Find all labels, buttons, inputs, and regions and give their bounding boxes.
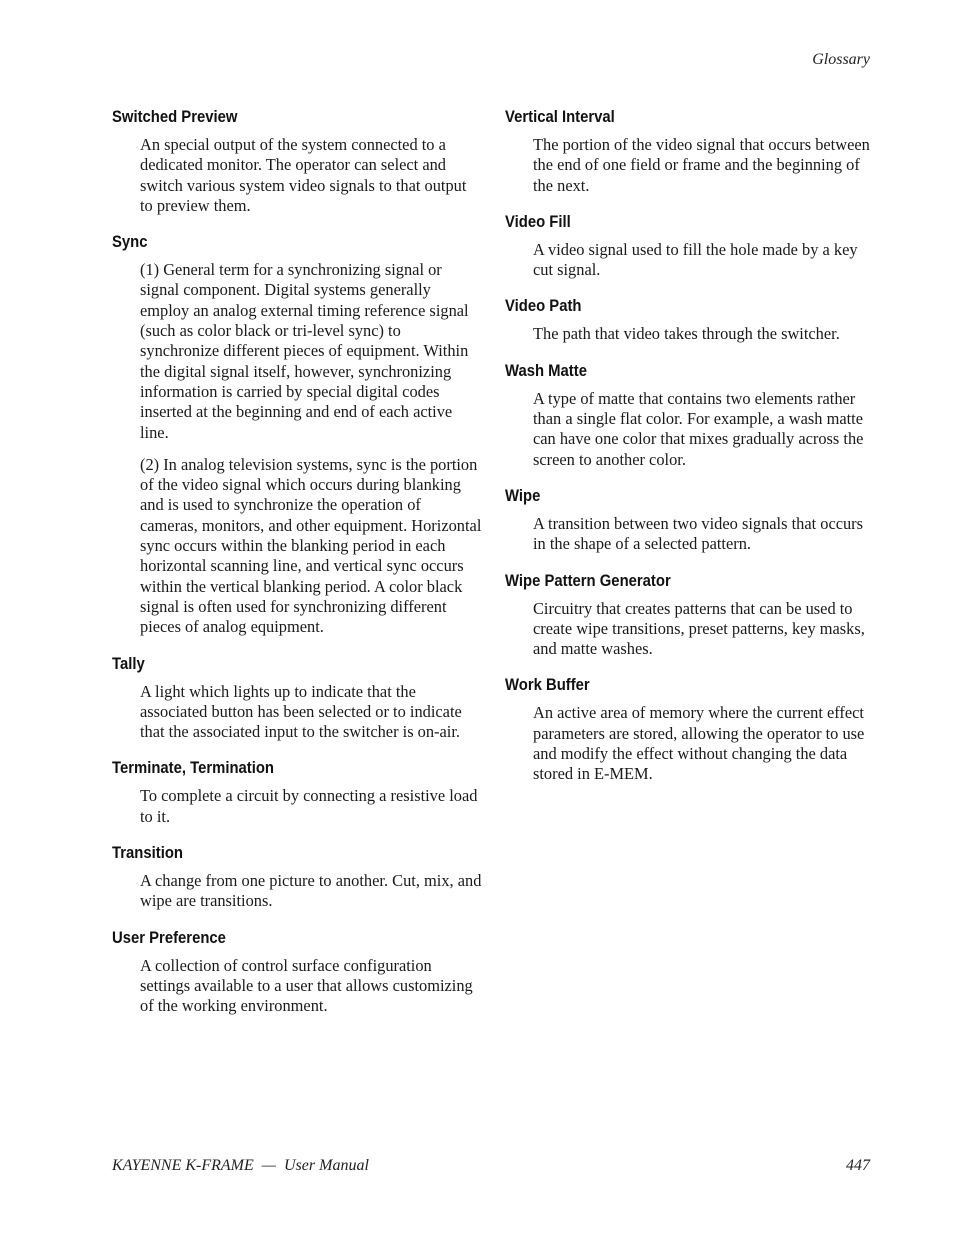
term-definition: An special output of the system connected to a dedicated monitor. The operator can select and switch various system video signals to that output to preview them. [140, 135, 467, 215]
glossary-left-column [112, 105, 482, 1031]
glossary-right-column [505, 105, 875, 799]
page-number: 447 [846, 1157, 870, 1174]
term-definition: (2) In analog television systems, sync is the portion of the video signal which occurs during blanking and is used to synchronize the operation of cameras, monitors, and other equipment. Horizontal sync occurs within the blanking period in each horizontal scanning line, and vertical sync occurs within the vertical blanking period. A color black signal is often used for synchronizing different pieces of analog equipment. [140, 454, 482, 637]
term-heading: Wipe Pattern Generator [505, 571, 671, 590]
glossary-entry-user-preference [112, 926, 482, 1017]
term-definition: A change from one picture to another. Cut, mix, and wipe are transitions. [140, 871, 482, 911]
term-heading: Switched Preview [112, 108, 238, 126]
term-heading: Terminate, Termination [112, 759, 275, 778]
glossary-entry-termination [112, 756, 482, 827]
term-heading: Transition [112, 844, 183, 863]
term-definition: A video signal used to fill the hole made by a key cut signal. [533, 239, 858, 280]
glossary-entry-video-path [505, 294, 875, 344]
term-definition: (1) General term for a synchronizing signal or signal component. Digital systems generally employ an analog external timing reference signal (such as color black or tri-level sync) to synchronize different pieces of equipment. Within the digital signal itself, however, synchronizing information is carried by special digital codes inserted at the beginning and end of each active line. [140, 260, 469, 442]
term-heading: Tally [112, 654, 145, 673]
term-heading: Video Path [505, 297, 582, 316]
glossary-entry-sync [112, 230, 482, 637]
running-head: Glossary [812, 51, 870, 68]
glossary-entry-wipe [505, 484, 875, 555]
term-definition: A type of matte that contains two elements rather than a single flat color. For example, a wash matte can have one color that mixes gradually across the screen to another color. [533, 388, 864, 469]
term-definition: A transition between two video signals that occurs in the shape of a selected pattern. [533, 513, 864, 554]
glossary-entry-wipe-pattern-generator [505, 569, 875, 660]
term-definition: An active area of memory where the current effect parameters are stored, allowing the operator to use and modify the effect without changing the data stored in E-MEM. [533, 703, 865, 784]
term-heading: Video Fill [505, 212, 571, 231]
glossary-entry-vertical-interval [505, 105, 875, 196]
term-definition: To complete a circuit by connecting a resistive load to it. [140, 786, 478, 826]
footer-manual-title: KAYENNE K-FRAME — User Manual [112, 1157, 369, 1174]
glossary-entry-video-fill [505, 210, 875, 281]
term-heading: User Preference [112, 928, 226, 947]
glossary-entry-switched-preview [112, 105, 482, 216]
glossary-entry-transition [112, 841, 482, 912]
glossary-entry-work-buffer [505, 673, 875, 784]
term-definition: Circuitry that creates patterns that can be used to create wipe transitions, preset patterns, key masks, and matte washes. [533, 598, 865, 659]
term-heading: Vertical Interval [505, 108, 615, 126]
term-heading: Work Buffer [505, 676, 590, 695]
term-definition: A light which lights up to indicate that the associated button has been selected or to indicate that the associated input to the switcher is on-air. [140, 681, 462, 742]
term-heading: Wipe [505, 486, 541, 505]
term-heading: Wash Matte [505, 361, 587, 380]
term-definition: The path that video takes through the switcher. [533, 324, 840, 344]
term-definition: A collection of control surface configuration settings available to a user that allows customizing of the working environment. [140, 955, 473, 1016]
term-definition: The portion of the video signal that occurs between the end of one field or frame and the beginning of the next. [533, 135, 870, 195]
term-heading: Sync [112, 233, 148, 252]
glossary-entry-tally [112, 652, 482, 743]
glossary-entry-wash-matte [505, 359, 875, 470]
